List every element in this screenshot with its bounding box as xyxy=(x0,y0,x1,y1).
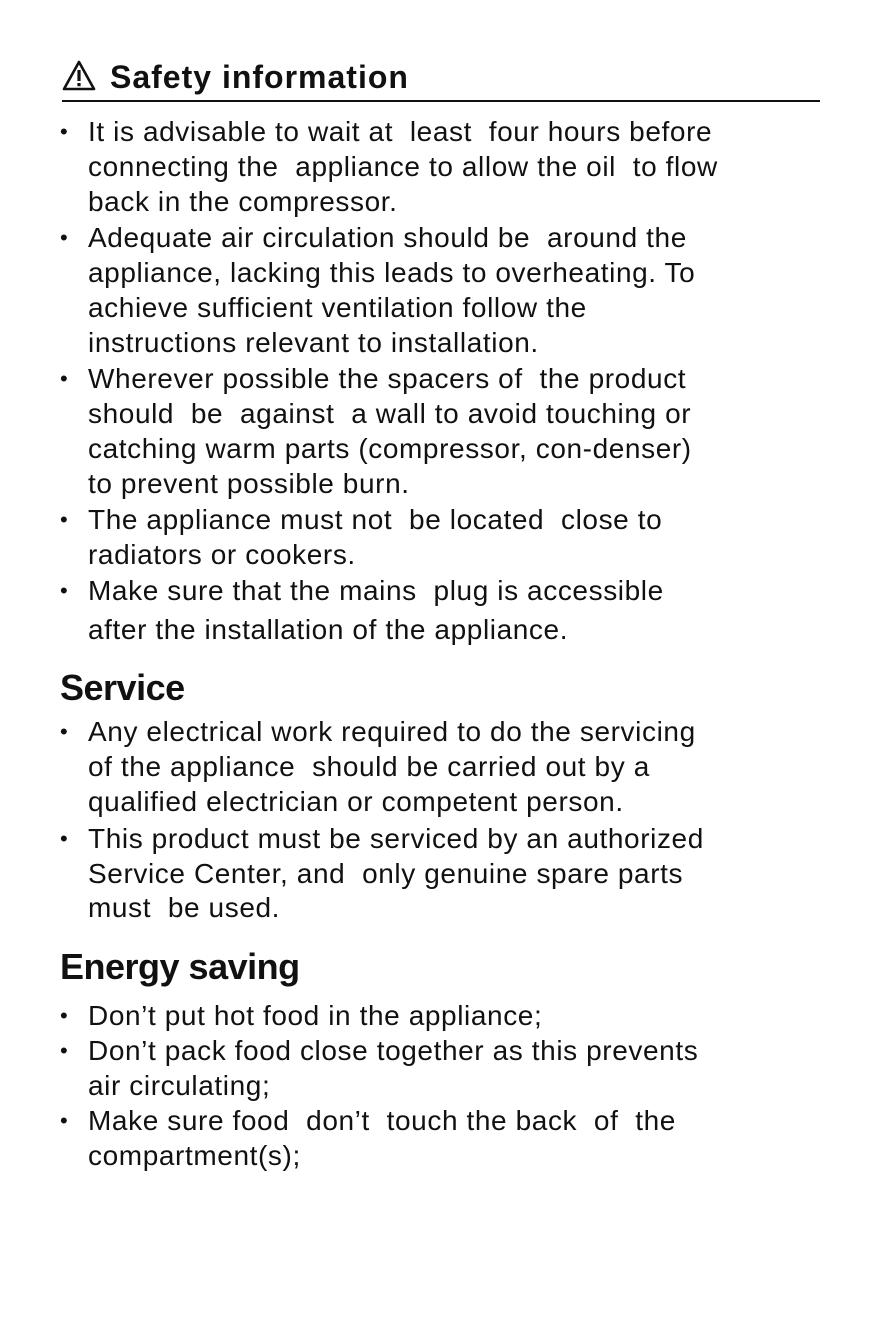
safety-item-1-line-2: connecting the appliance to allow the oil to flow xyxy=(88,151,718,182)
bullet-icon: • xyxy=(60,1108,68,1133)
warning-triangle-icon xyxy=(62,60,96,92)
energy-item-3-line-1: Make sure food don’t touch the back of the xyxy=(88,1105,676,1136)
energy-title: Energy saving xyxy=(60,946,300,987)
bullet-icon: • xyxy=(60,119,68,144)
service-item-1-line-1: Any electrical work required to do the servicing xyxy=(88,716,696,747)
safety-item-2-line-1: Adequate air circulation should be around the xyxy=(88,222,687,253)
safety-item-2-line-3: achieve sufficient ventilation follow the xyxy=(88,292,587,323)
safety-item-4-line-2: radiators or cookers. xyxy=(88,539,356,570)
service-item-2-line-2: Service Center, and only genuine spare parts xyxy=(88,858,684,889)
bullet-icon: • xyxy=(60,1038,68,1063)
safety-item-3-line-4: to prevent possible burn. xyxy=(88,468,410,499)
service-item-1-line-2: of the appliance should be carried out by a xyxy=(88,751,650,782)
energy-item-3-line-2: compartment(s); xyxy=(88,1140,301,1171)
energy-item-2-line-1: Don’t pack food close together as this prevents xyxy=(88,1035,699,1066)
service-title: Service xyxy=(60,667,185,708)
bullet-icon: • xyxy=(60,507,68,532)
safety-item-3-line-1: Wherever possible the spacers of the product xyxy=(88,363,687,394)
safety-item-2-line-4: instructions relevant to installation. xyxy=(88,327,539,358)
safety-item-2-line-2: appliance, lacking this leads to overheating. To xyxy=(88,257,696,288)
bullet-icon: • xyxy=(60,578,68,603)
safety-item-3-line-2: should be against a wall to avoid touching or xyxy=(88,398,692,429)
safety-heading xyxy=(62,58,820,102)
service-item-2-line-1: This product must be serviced by an authorized xyxy=(88,823,704,854)
bullet-icon: • xyxy=(60,366,68,391)
safety-item-5-line-2: after the installation of the appliance. xyxy=(88,614,569,645)
bullet-icon: • xyxy=(60,225,68,250)
bullet-icon: • xyxy=(60,1003,68,1028)
bullet-icon: • xyxy=(60,826,68,851)
safety-item-3-line-3: catching warm parts (compressor, con-denser) xyxy=(88,433,692,464)
energy-item-2-line-2: air circulating; xyxy=(88,1070,271,1101)
safety-item-5-line-1: Make sure that the mains plug is accessible xyxy=(88,575,664,606)
safety-item-1-line-1: It is advisable to wait at least four hours before xyxy=(88,116,713,147)
bullet-icon: • xyxy=(60,719,68,744)
energy-item-1-line-1: Don’t put hot food in the appliance; xyxy=(88,1000,543,1031)
safety-item-1-line-3: back in the compressor. xyxy=(88,186,398,217)
safety-item-4-line-1: The appliance must not be located close to xyxy=(88,504,663,535)
safety-title: Safety information xyxy=(110,59,409,95)
service-item-2-line-3: must be used. xyxy=(88,892,281,923)
service-item-1-line-3: qualified electrician or competent person. xyxy=(88,786,624,817)
